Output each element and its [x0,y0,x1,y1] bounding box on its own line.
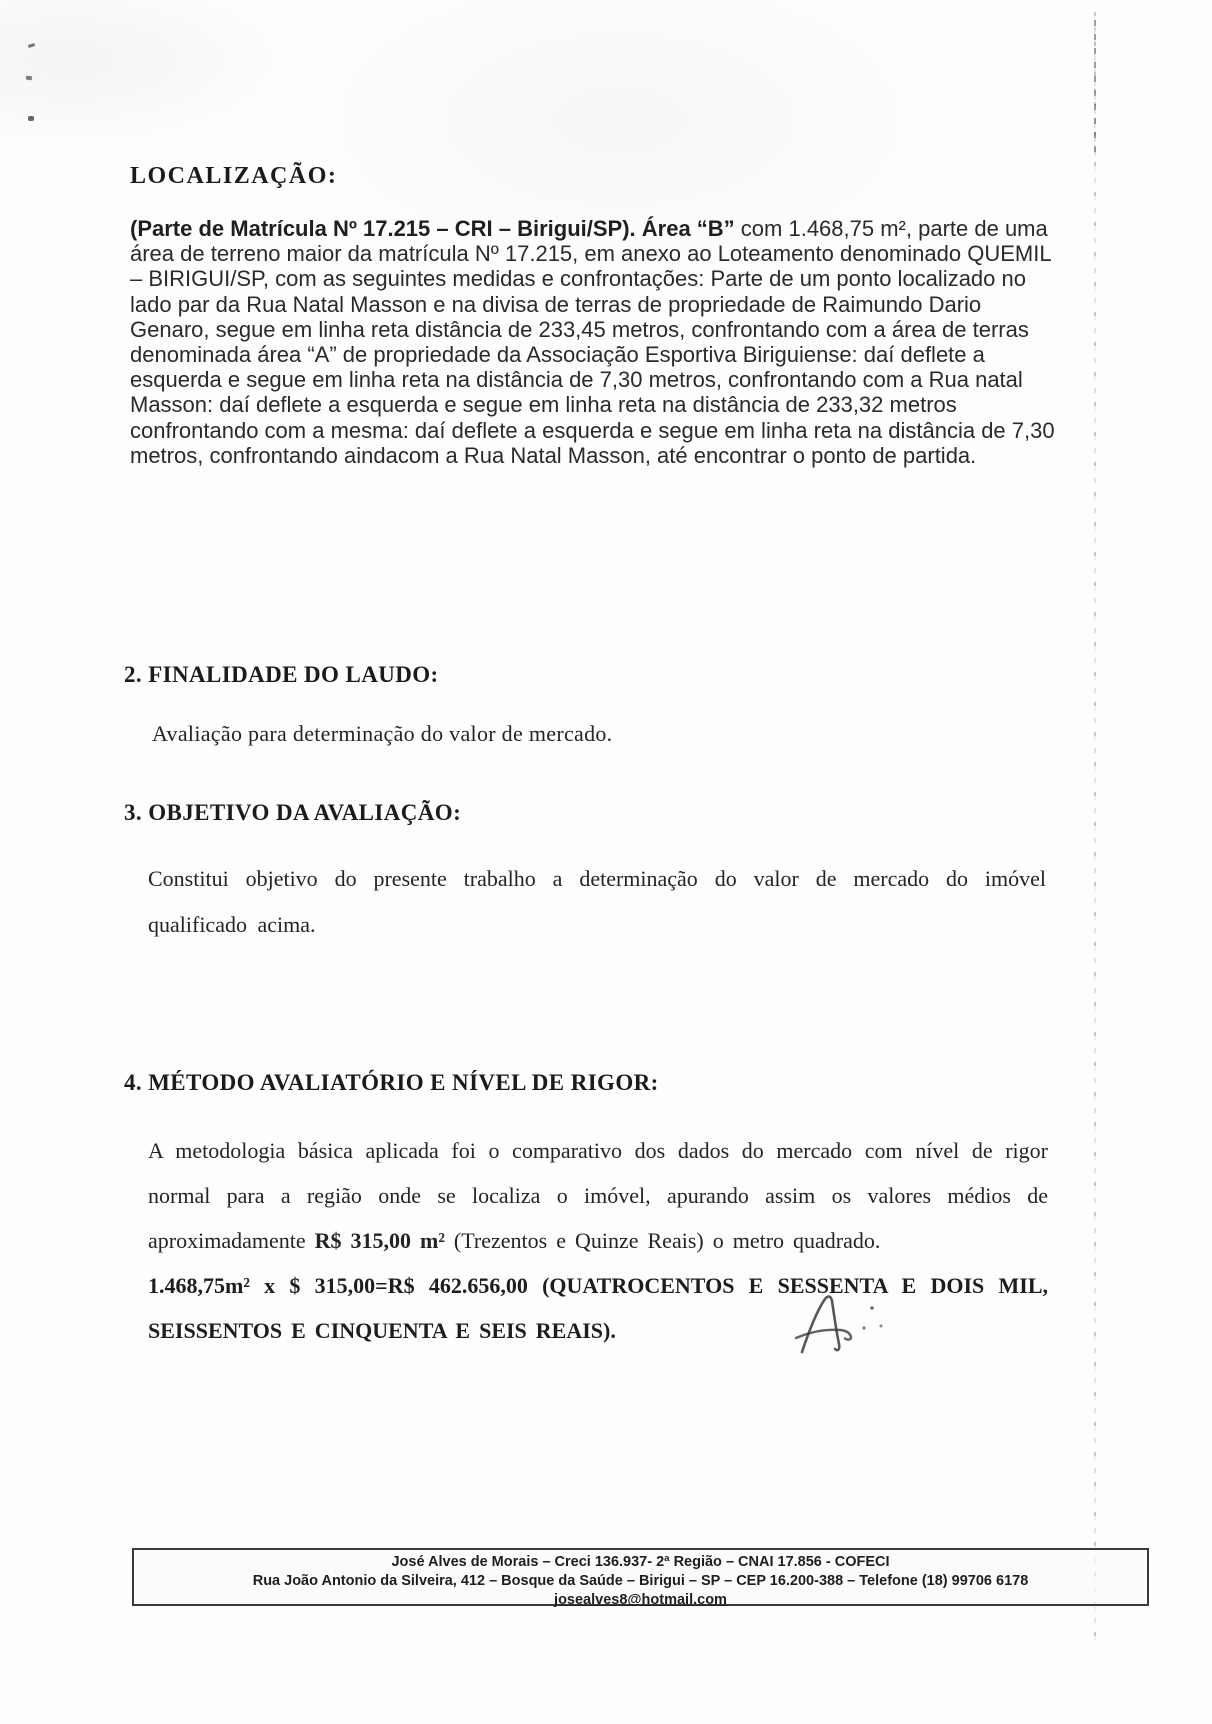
section4-body-before-bold: A metodologia básica aplicada foi o comparativo dos dados do mercado com nível de rigor normal para a região onde se localiza o imóvel, apurando assim os valores médios de aproximadamente [148,1138,1048,1253]
scan-fold-line-artifact-top [1094,20,1096,160]
scan-speck [26,76,32,81]
section4-body-after-bold: (Trezentos e Quinze Reais) o metro quadrado. [444,1228,881,1253]
section2-body: Avaliação para determinação do valor de mercado. [152,721,613,746]
section3-body: Constitui objetivo do presente trabalho a determinação do valor de mercado do imóvel qualificado acima. [148,866,1046,937]
location-heading: LOCALIZAÇÃO: [130,163,338,189]
footer-email-link: josealves8@hotmail.com [554,1592,727,1608]
section3-heading: 3. OBJETIVO DA AVALIAÇÃO: [124,800,462,825]
section4-unit-value-bold: R$ 315,00 m² [314,1228,445,1253]
location-paragraph-bold-intro: (Parte de Matrícula Nº 17.215 – CRI – Birigui/SP). Área “B” [130,216,735,241]
location-paragraph-rest: com 1.468,75 m², parte de uma área de terreno maior da matrícula Nº 17.215, em anexo ao Loteamento denominado QUEMIL – BIRIGUI/SP, com as seguintes medidas e confrontações: Parte de um ponto localizado no lado par da Rua Natal Masson e na divisa de terras de propriedade de Raimundo Dario Genaro, segue em linha reta distância de 233,45 metros, confrontando com a área de terras denominada área “A” de propriedade da Associação Esportiva Biriguiense: daí deflete a esquerda e segue em linha reta na distância de 7,30 metros, confrontando com a Rua natal Masson: daí deflete a esquerda e segue em linha reta na distância de 233,32 metros confrontando com a mesma: daí deflete a esquerda e segue em linha reta na distância de 7,30 metros, confrontando aindacom a Rua Natal Masson, até encontrar o ponto de partida. [130,216,1055,468]
footer-credentials-box [132,1548,1149,1606]
handwritten-initial-a-mark [788,1286,908,1370]
scan-speck [28,116,34,121]
section2-heading: 2. FINALIDADE DO LAUDO: [124,662,439,687]
scan-speck [28,43,36,48]
section4-body-block [148,1128,1048,1353]
section4-heading: 4. MÉTODO AVALIATÓRIO E NÍVEL DE RIGOR: [124,1070,659,1095]
section4-methodology-paragraph [148,1128,1048,1263]
location-paragraph [130,216,1060,468]
footer-address-phone: Rua João Antonio da Silveira, 412 – Bosque da Saúde – Birigui – SP – CEP 16.200-388 – Telefone (18) 99706 6178 [252,1573,1029,1589]
footer-appraiser-credentials: José Alves de Morais – Creci 136.937- 2ª Região – CNAI 17.856 - COFECI [391,1554,890,1570]
scan-fold-line-artifact [1094,12,1096,1642]
section4-valuation-result: 1.468,75m² x $ 315,00=R$ 462.656,00 (QUATROCENTOS E SESSENTA E DOIS MIL, SEISSENTOS E CINQUENTA E SEIS REAIS). [148,1273,1048,1343]
